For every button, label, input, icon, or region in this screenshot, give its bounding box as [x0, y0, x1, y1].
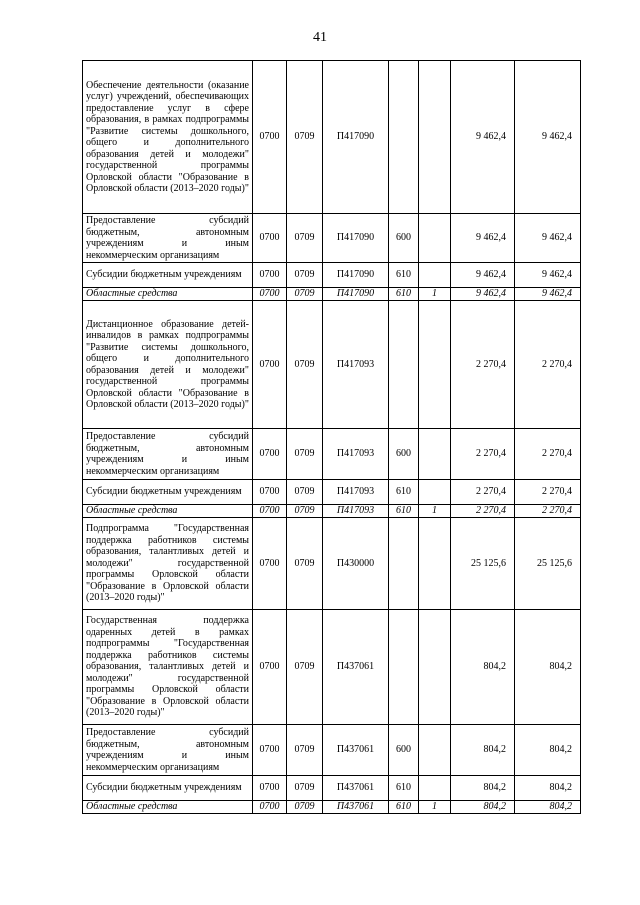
cell-subsection-code: 0709: [287, 801, 323, 814]
cell-source: [419, 518, 451, 610]
cell-source: 1: [419, 505, 451, 518]
cell-source: [419, 610, 451, 725]
cell-name: Субсидии бюджетным учреждениям: [83, 776, 253, 801]
cell-source: 1: [419, 801, 451, 814]
cell-name: Субсидии бюджетным учреждениям: [83, 480, 253, 505]
cell-expense-type: 600: [389, 429, 419, 480]
cell-amount-2: 804,2: [515, 776, 581, 801]
cell-section-code: 0700: [253, 776, 287, 801]
table-row: [83, 725, 581, 776]
cell-section-code: 0700: [253, 301, 287, 429]
cell-amount-1: 804,2: [451, 776, 515, 801]
cell-section-code: 0700: [253, 429, 287, 480]
cell-amount-1: 2 270,4: [451, 480, 515, 505]
cell-source: [419, 263, 451, 288]
table-row-funding-source: [83, 801, 581, 814]
cell-expense-type: 610: [389, 480, 419, 505]
cell-amount-1: 2 270,4: [451, 429, 515, 480]
cell-source: [419, 214, 451, 263]
cell-target-code: П437061: [323, 801, 389, 814]
cell-subsection-code: 0709: [287, 263, 323, 288]
cell-subsection-code: 0709: [287, 725, 323, 776]
cell-section-code: 0700: [253, 610, 287, 725]
table-row: [83, 429, 581, 480]
cell-amount-1: 804,2: [451, 801, 515, 814]
cell-expense-type: 610: [389, 288, 419, 301]
cell-amount-2: 9 462,4: [515, 263, 581, 288]
cell-section-code: 0700: [253, 725, 287, 776]
cell-name: Предоставление субсидий бюджетным, автономным учреждениям и иным некоммерческим организациям: [83, 214, 253, 263]
cell-name: Дистанционное образование детей-инвалидов в рамках подпрограммы "Развитие системы дошкольного, общего и дополнительного образования детей и молодежи" государственной программы Орловской области "Образование в Орловской области (2013–2020 годы)": [83, 301, 253, 429]
cell-amount-2: 804,2: [515, 610, 581, 725]
table-row: [83, 61, 581, 214]
cell-subsection-code: 0709: [287, 301, 323, 429]
cell-name: Предоставление субсидий бюджетным, автономным учреждениям и иным некоммерческим организациям: [83, 725, 253, 776]
cell-target-code: П437061: [323, 725, 389, 776]
cell-source: 1: [419, 288, 451, 301]
cell-target-code: П437061: [323, 776, 389, 801]
cell-name: Подпрограмма "Государственная поддержка работников системы образования, талантливых детей и молодежи" государственной программы Орловской области "Образование в Орловской области (2013–2020 годы)": [83, 518, 253, 610]
cell-name: Государственная поддержка одаренных детей в рамках подпрограммы "Государственная поддержка работников системы образования, талантливых детей и молодежи" государственной программы Орловской области "Образование в Орловской области (2013–2020 годы)": [83, 610, 253, 725]
cell-amount-2: 9 462,4: [515, 61, 581, 214]
cell-amount-1: 804,2: [451, 610, 515, 725]
cell-name: Областные средства: [83, 505, 253, 518]
table-row: [83, 776, 581, 801]
cell-subsection-code: 0709: [287, 518, 323, 610]
cell-amount-1: 2 270,4: [451, 505, 515, 518]
cell-subsection-code: 0709: [287, 776, 323, 801]
cell-name: Областные средства: [83, 288, 253, 301]
cell-amount-2: 804,2: [515, 801, 581, 814]
table-row: [83, 480, 581, 505]
cell-section-code: 0700: [253, 480, 287, 505]
budget-table: [82, 60, 581, 814]
cell-subsection-code: 0709: [287, 288, 323, 301]
cell-subsection-code: 0709: [287, 61, 323, 214]
cell-expense-type: [389, 610, 419, 725]
table-row-funding-source: [83, 505, 581, 518]
cell-amount-1: 9 462,4: [451, 61, 515, 214]
cell-section-code: 0700: [253, 263, 287, 288]
cell-expense-type: 600: [389, 214, 419, 263]
cell-target-code: П417093: [323, 480, 389, 505]
cell-amount-1: 804,2: [451, 725, 515, 776]
cell-source: [419, 301, 451, 429]
cell-target-code: П417093: [323, 429, 389, 480]
cell-amount-1: 9 462,4: [451, 263, 515, 288]
cell-section-code: 0700: [253, 518, 287, 610]
cell-section-code: 0700: [253, 214, 287, 263]
cell-subsection-code: 0709: [287, 429, 323, 480]
table-row: [83, 263, 581, 288]
cell-expense-type: 610: [389, 505, 419, 518]
cell-source: [419, 480, 451, 505]
table-row: [83, 610, 581, 725]
cell-target-code: П437061: [323, 610, 389, 725]
cell-name: Обеспечение деятельности (оказание услуг) учреждений, обеспечивающих предоставление услуг в сфере образования, в рамках подпрограммы "Развитие системы дошкольного, общего и дополнительного образования детей и молодежи" государственной программы Орловской области "Образование в Орловской области (2013–2020 годы)": [83, 61, 253, 214]
cell-source: [419, 61, 451, 214]
cell-amount-1: 9 462,4: [451, 214, 515, 263]
cell-target-code: П430000: [323, 518, 389, 610]
cell-target-code: П417093: [323, 301, 389, 429]
cell-target-code: П417090: [323, 214, 389, 263]
cell-amount-1: 9 462,4: [451, 288, 515, 301]
cell-section-code: 0700: [253, 61, 287, 214]
cell-amount-1: 25 125,6: [451, 518, 515, 610]
cell-section-code: 0700: [253, 505, 287, 518]
cell-amount-2: 804,2: [515, 725, 581, 776]
cell-amount-2: 2 270,4: [515, 505, 581, 518]
cell-amount-1: 2 270,4: [451, 301, 515, 429]
cell-target-code: П417090: [323, 263, 389, 288]
cell-expense-type: [389, 518, 419, 610]
cell-amount-2: 25 125,6: [515, 518, 581, 610]
table-body: [83, 61, 581, 814]
cell-source: [419, 429, 451, 480]
cell-expense-type: [389, 61, 419, 214]
table-row-funding-source: [83, 288, 581, 301]
table-row: [83, 214, 581, 263]
cell-amount-2: 2 270,4: [515, 480, 581, 505]
cell-name: Областные средства: [83, 801, 253, 814]
cell-amount-2: 9 462,4: [515, 214, 581, 263]
cell-expense-type: 610: [389, 263, 419, 288]
cell-subsection-code: 0709: [287, 610, 323, 725]
cell-expense-type: 600: [389, 725, 419, 776]
cell-subsection-code: 0709: [287, 505, 323, 518]
cell-source: [419, 725, 451, 776]
cell-target-code: П417090: [323, 288, 389, 301]
cell-name: Субсидии бюджетным учреждениям: [83, 263, 253, 288]
cell-target-code: П417093: [323, 505, 389, 518]
cell-target-code: П417090: [323, 61, 389, 214]
cell-section-code: 0700: [253, 801, 287, 814]
cell-section-code: 0700: [253, 288, 287, 301]
cell-subsection-code: 0709: [287, 480, 323, 505]
cell-source: [419, 776, 451, 801]
cell-subsection-code: 0709: [287, 214, 323, 263]
table-row: [83, 301, 581, 429]
cell-amount-2: 9 462,4: [515, 288, 581, 301]
cell-expense-type: 610: [389, 776, 419, 801]
page-number: 41: [313, 30, 327, 45]
cell-amount-2: 2 270,4: [515, 301, 581, 429]
cell-amount-2: 2 270,4: [515, 429, 581, 480]
cell-name: Предоставление субсидий бюджетным, автономным учреждениям и иным некоммерческим организациям: [83, 429, 253, 480]
table-row: [83, 518, 581, 610]
cell-expense-type: [389, 301, 419, 429]
cell-expense-type: 610: [389, 801, 419, 814]
